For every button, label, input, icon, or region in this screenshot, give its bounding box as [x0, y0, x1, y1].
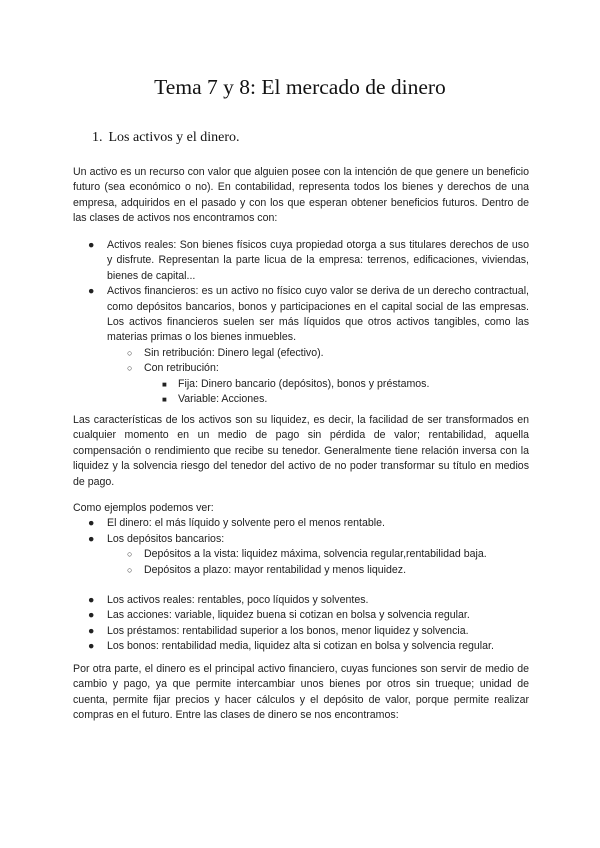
bullet-square-icon: ■: [162, 379, 167, 389]
activos-list: [73, 238, 529, 407]
ejemplos-list: [73, 516, 529, 578]
list-item: [73, 547, 529, 562]
list-item: [73, 639, 529, 654]
cierre-paragraph: Por otra parte, el dinero es el principal activo financiero, cuyas funciones son servir de medio de cambio y pago, ya que permite intercambiar unos bienes por otros sin trueque; unidad de cuenta, permite fijar precios y hacer cálculos y el depósito de valor, porque permite realizar compras en el futuro. Entre las clases de dinero se nos encontramos:: [73, 663, 529, 722]
list-item: [73, 608, 529, 623]
ejemplos-intro: Como ejemplos podemos ver:: [73, 502, 214, 514]
bullet-disc-icon: ●: [88, 239, 95, 251]
bullet-disc-icon: ●: [88, 285, 95, 298]
intro-paragraph: Un activo es un recurso con valor que alguien posee con la intención de que genere un beneficio futuro (sea económico o no). En contabilidad, representa todos los bienes y derechos de una empresa, adquiridos en el pasado y con los que esperan obtener beneficios futuros. Dentro de las clases de activos nos encontramos con:: [73, 166, 529, 225]
fija-text: Fija: Dinero bancario (depósitos), bonos y préstamos.: [178, 377, 430, 390]
ejemplo-acciones-text: Las acciones: variable, liquidez buena si cotizan en bolsa y solvencia regular.: [107, 609, 470, 622]
depositos-plazo-text: Depósitos a plazo: mayor rentabilidad y menos liquidez.: [144, 563, 407, 576]
bullet-disc-icon: ●: [88, 609, 95, 622]
list-item: [73, 284, 529, 346]
section-heading: [92, 129, 240, 147]
sin-retribucion-text: Sin retribución: Dinero legal (efectivo).: [144, 346, 324, 359]
bullet-disc-icon: ●: [88, 640, 95, 653]
variable-text: Variable: Acciones.: [178, 393, 268, 406]
section-title: Los activos y el dinero.: [108, 130, 240, 145]
list-item: [73, 377, 529, 392]
caracteristicas-paragraph-block: [73, 413, 529, 490]
activos-reales-text: Activos reales: Son bienes físicos cuya propiedad otorga a sus titulares derechos de uso y disfrute. Representan la parte licua de la empresa: terrenos, edificaciones, viviendas, bienes de capital...: [107, 239, 529, 282]
activos-financieros-text: Activos financieros: es un activo no físico cuyo valor se deriva de un derecho contractual, como depósitos bancarios, bonos y participaciones en el capital social de las empresas. Los activos financieros suelen ser más líquidos que otros activos tangibles, como las materias primas o los bienes inmuebles.: [107, 285, 529, 344]
bullet-disc-icon: ●: [88, 594, 95, 607]
list-item: [73, 593, 529, 608]
bullet-circle-icon: ○: [127, 564, 133, 575]
spacer: [73, 578, 529, 593]
list-item: [73, 563, 529, 578]
list-item: [73, 624, 529, 639]
intro-paragraph-block: [73, 165, 529, 227]
list-item: [73, 346, 529, 361]
list-item: [73, 392, 529, 407]
list-item: [73, 361, 529, 376]
list-item: [73, 532, 529, 547]
bullet-square-icon: ■: [162, 395, 167, 405]
ejemplo-reales-text: Los activos reales: rentables, poco líquidos y solventes.: [107, 594, 369, 607]
bullet-circle-icon: ○: [127, 347, 133, 358]
bullet-circle-icon: ○: [127, 549, 133, 560]
caracteristicas-paragraph: Las características de los activos son su liquidez, es decir, la facilidad de ser transformados en cualquier momento en un medio de pago sin pérdida de valor; rentabilidad, aquella compensación o rendimiento que recibe su tenedor. Generalmente tiene relación inversa con la liquidez y la solvencia riesgo del tenedor del activo de no poder transformar su título en medios de pago.: [73, 414, 529, 488]
list-item: [73, 516, 529, 531]
ejemplo-prestamos-text: Los préstamos: rentabilidad superior a los bonos, menor liquidez y solvencia.: [107, 624, 469, 637]
bullet-disc-icon: ●: [88, 532, 95, 545]
section-number: 1.: [92, 130, 103, 145]
ejemplos-block: [73, 501, 529, 655]
ejemplo-dinero-text: El dinero: el más líquido y solvente pero el menos rentable.: [107, 517, 385, 530]
cierre-paragraph-block: [73, 662, 529, 724]
bullet-disc-icon: ●: [88, 517, 95, 530]
con-retribucion-text: Con retribución:: [144, 362, 219, 375]
ejemplo-depositos-text: Los depósitos bancarios:: [107, 532, 225, 545]
bullet-disc-icon: ●: [88, 624, 95, 637]
list-item: [73, 238, 529, 284]
ejemplos-list-continued: [73, 593, 529, 655]
depositos-vista-text: Depósitos a la vista: liquidez máxima, solvencia regular,rentabilidad baja.: [144, 548, 487, 561]
page-title: Tema 7 y 8: El mercado de dinero: [154, 75, 446, 99]
activos-list-block: [73, 238, 529, 407]
bullet-circle-icon: ○: [127, 363, 133, 374]
ejemplo-bonos-text: Los bonos: rentabilidad media, liquidez alta si cotizan en bolsa y solvencia regular.: [107, 640, 494, 653]
